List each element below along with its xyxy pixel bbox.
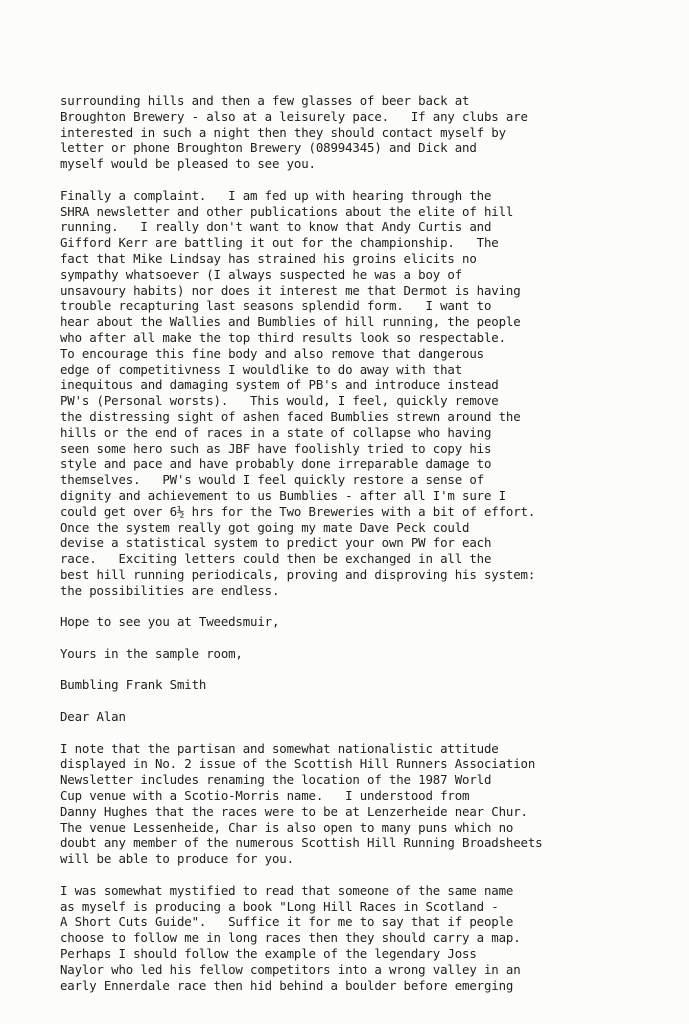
text-line: Dear Alan [60,709,126,725]
text-line: style and pace and have probably done irreparable damage to [60,456,492,472]
paragraph [60,614,669,630]
paragraph [60,741,669,867]
text-line: unsavoury habits) nor does it interest me that Dermot is having [60,282,521,298]
paragraph [60,188,669,599]
text-line: Perhaps I should follow the example of the legendary Joss [60,946,477,962]
text-line: fact that Mike Lindsay has strained his groins elicits no [60,250,477,266]
text-line: PW's (Personal worsts). This would, I feel, quickly remove [60,393,499,409]
text-line: the possibilities are endless. [60,582,280,598]
text-line: A Short Cuts Guide". Suffice it for me to say that if people [60,914,514,930]
paragraph-gap [60,867,669,883]
text-line: early Ennerdale race then hid behind a boulder before emerging [60,977,514,993]
paragraph-gap [60,599,669,615]
text-line: Once the system really got going my mate Dave Peck could [60,519,470,535]
text-line: The venue Lessenheide, Char is also open to many puns which no [60,819,514,835]
text-line: letter or phone Broughton Brewery (08994345) and Dick and [60,140,477,156]
text-line: myself would be pleased to see you. [60,156,316,172]
text-line: who after all make the top third results look so respectable. [60,329,506,345]
text-line: I was somewhat mystified to read that someone of the same name [60,882,514,898]
text-line: doubt any member of the numerous Scottish Hill Running Broadsheets [60,835,543,851]
paragraph [60,646,669,662]
paragraph [60,883,669,994]
text-line: displayed in No. 2 issue of the Scottish Hill Runners Association [60,756,536,772]
text-line: Bumbling Frank Smith [60,677,207,693]
text-line: could get over 6½ hrs for the Two Breweries with a bit of effort. [60,503,536,519]
text-line: Finally a complaint. I am fed up with hearing through the [60,187,492,203]
text-line: race. Exciting letters could then be exchanged in all the [60,551,492,567]
text-line: edge of competitivness I wouldlike to do away with that [60,361,463,377]
text-line: Broughton Brewery - also at a leisurely pace. If any clubs are [60,108,528,124]
paragraph [60,677,669,693]
text-line: Danny Hughes that the races were to be at Lenzerheide near Chur. [60,803,528,819]
paragraph [60,709,669,725]
text-line: interested in such a night then they should contact myself by [60,124,506,140]
paragraph-gap [60,693,669,709]
text-line: the distressing sight of ashen faced Bumblies strewn around the [60,408,521,424]
text-line: seen some hero such as JBF have foolishly tried to copy his [60,440,492,456]
text-line: hills or the end of races in a state of collapse who having [60,424,492,440]
text-line: surrounding hills and then a few glasses of beer back at [60,93,470,108]
text-line: Gifford Kerr are battling it out for the championship. The [60,235,499,251]
text-line: Hope to see you at Tweedsmuir, [60,614,280,630]
text-line: trouble recapturing last seasons splendid form. I want to [60,298,492,314]
paragraph-gap [60,725,669,741]
text-line: running. I really don't want to know that Andy Curtis and [60,219,492,235]
paragraph-gap [60,630,669,646]
text-line: hear about the Wallies and Bumblies of hill running, the people [60,314,521,330]
paragraph [60,93,669,172]
text-line: dignity and achievement to us Bumblies - after all I'm sure I [60,487,506,503]
text-line: I note that the partisan and somewhat nationalistic attitude [60,740,499,756]
text-line: choose to follow me in long races then they should carry a map. [60,930,521,946]
text-line: To encourage this fine body and also remove that dangerous [60,345,484,361]
text-line: best hill running periodicals, proving and disproving his system: [60,566,536,582]
text-line: inequitous and damaging system of PB's and introduce instead [60,377,499,393]
paragraph-gap [60,172,669,188]
paragraph-gap [60,662,669,678]
text-line: Cup venue with a Scotio-Morris name. I understood from [60,788,470,804]
letter-body [60,93,669,993]
text-line: themselves. PW's would I feel quickly restore a sense of [60,472,484,488]
text-line: Naylor who led his fellow competitors into a wrong valley in an [60,961,521,977]
text-line: devise a statistical system to predict your own PW for each [60,535,492,551]
text-line: will be able to produce for you. [60,851,294,867]
text-line: Newsletter includes renaming the location of the 1987 World [60,772,492,788]
text-line: sympathy whatsoever (I always suspected he was a boy of [60,266,463,282]
text-line: Yours in the sample room, [60,645,243,661]
text-line: SHRA newsletter and other publications about the elite of hill [60,203,514,219]
text-line: as myself is producing a book "Long Hill Races in Scotland - [60,898,499,914]
